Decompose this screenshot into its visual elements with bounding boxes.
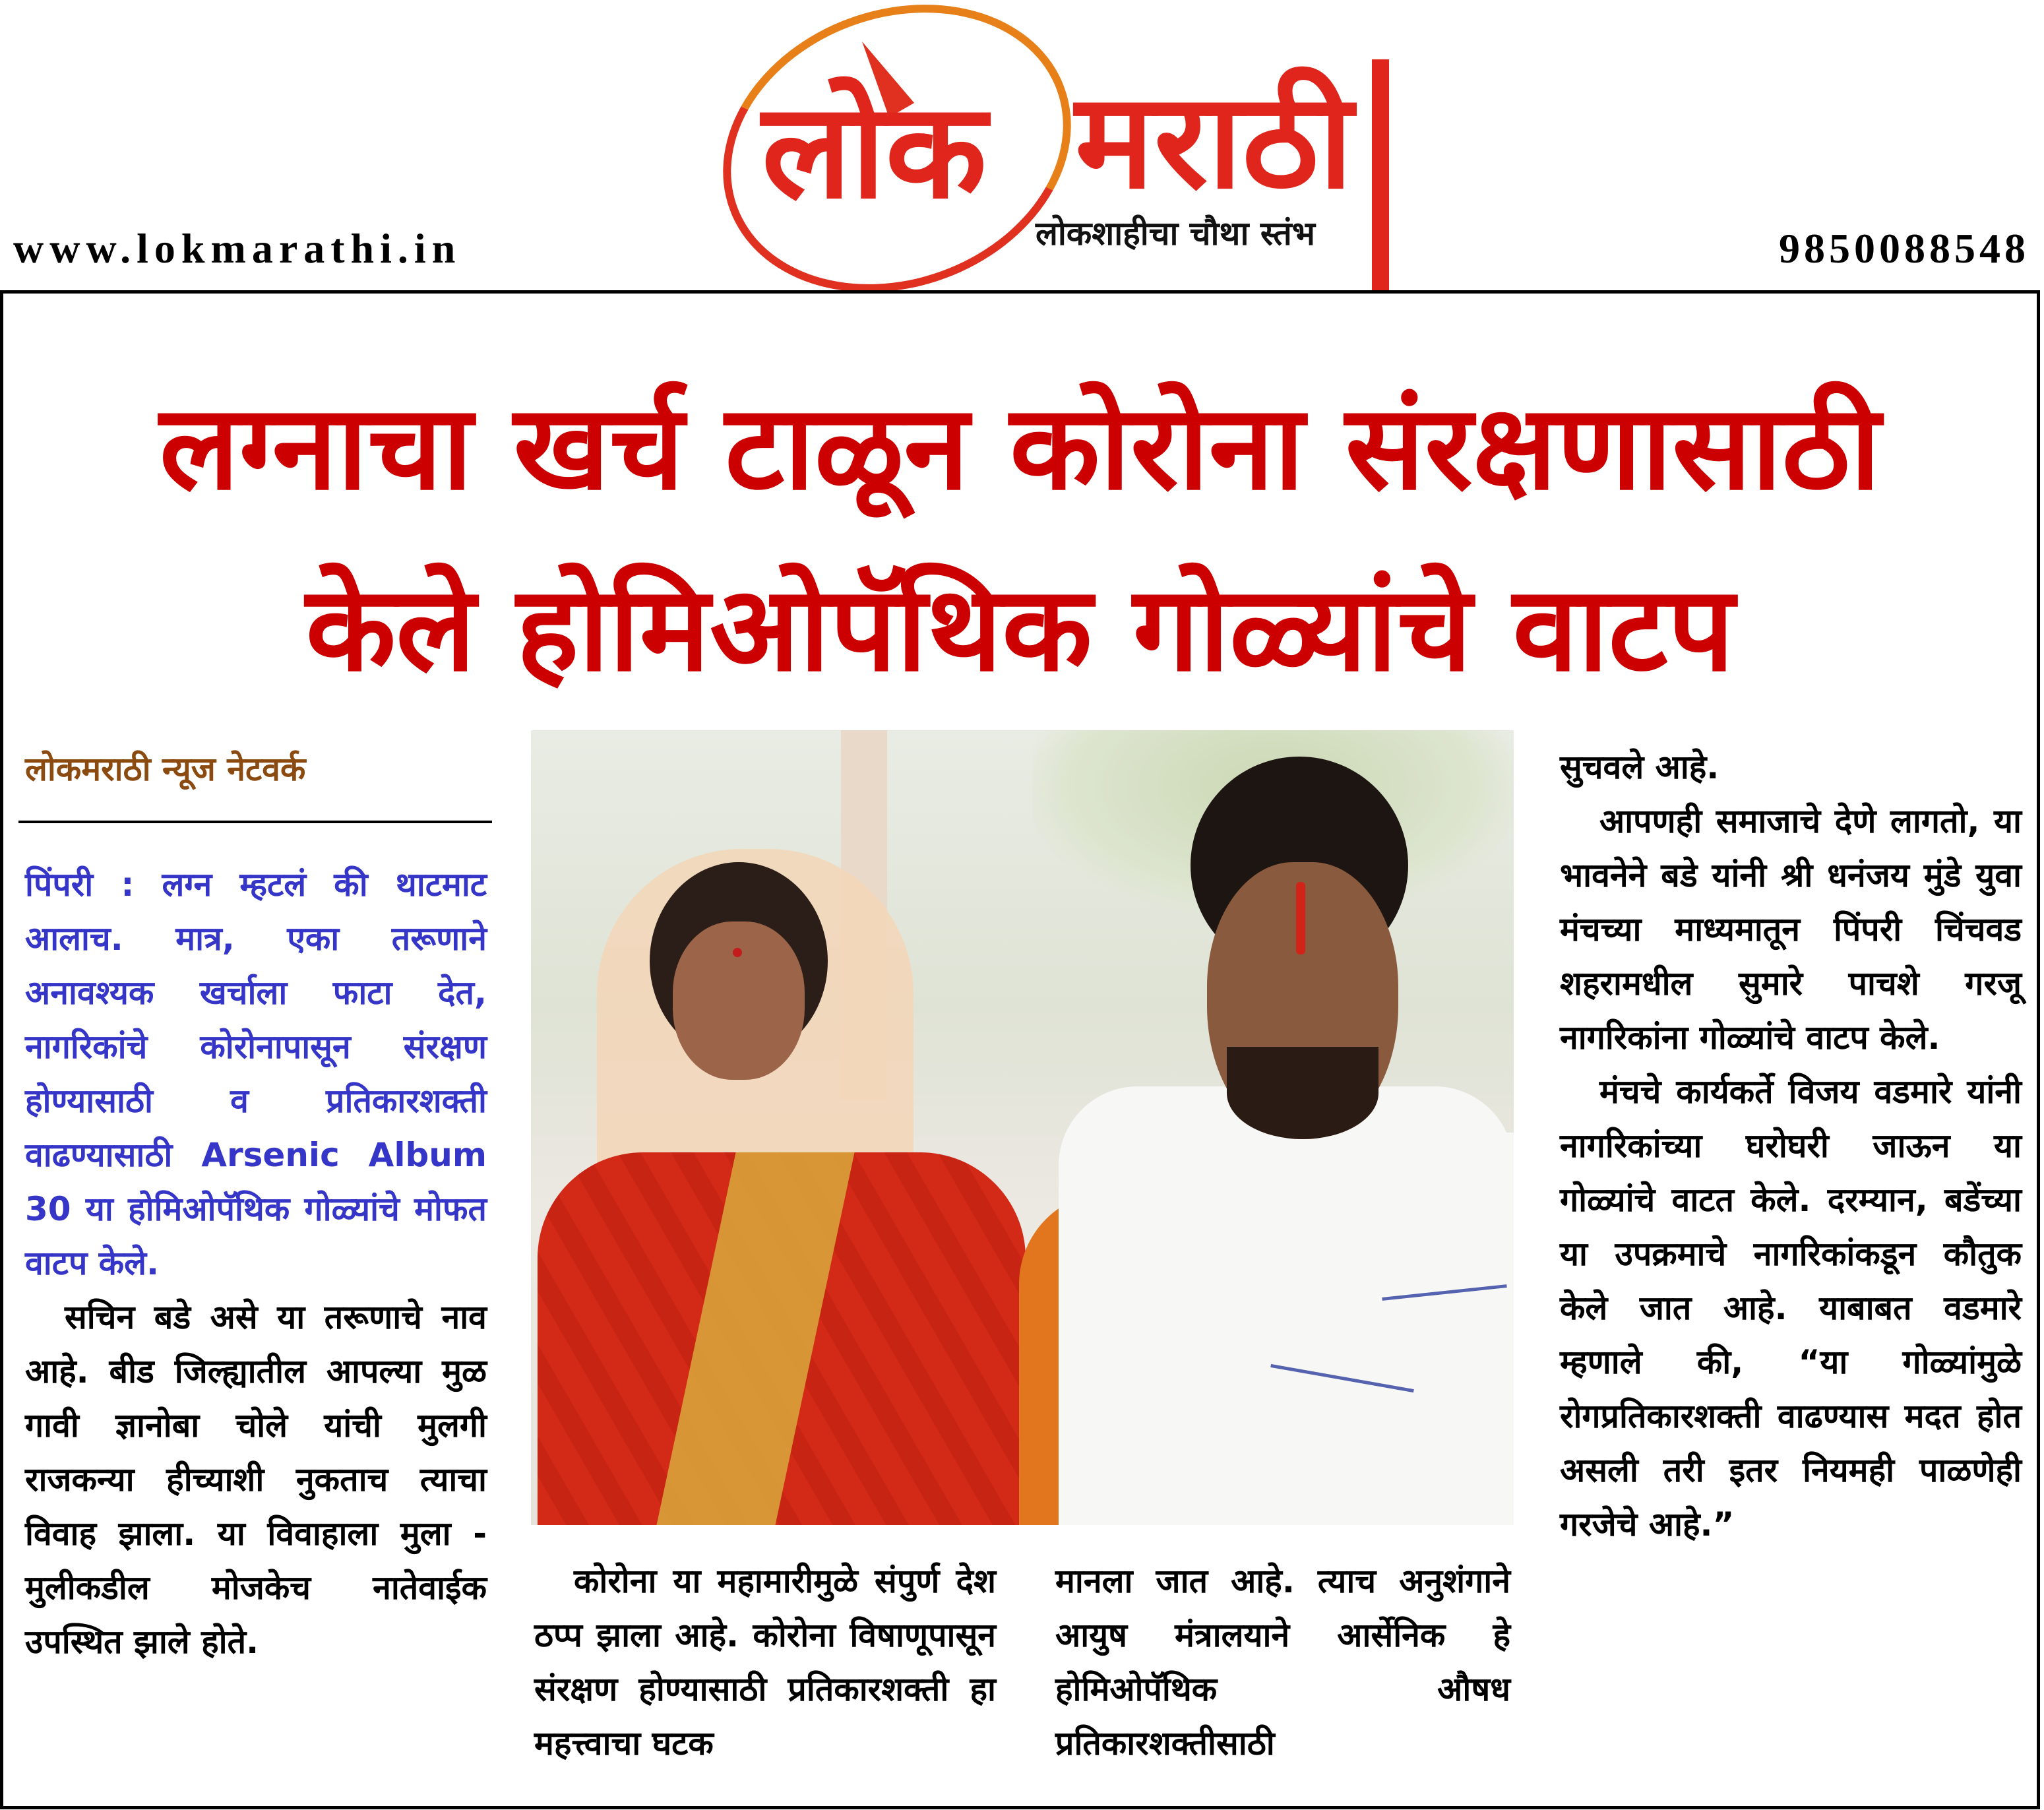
groom-towel-front <box>1219 1133 1514 1525</box>
under-photo-column-b <box>1055 1554 1510 1770</box>
paragraph: सुचवले आहे. <box>1560 748 1719 786</box>
lokmarathi-logo <box>706 0 1425 294</box>
headline-line-1: लग्नाचा खर्च टाळून कोरोना संरक्षणासाठी <box>159 379 1881 516</box>
couple-photo <box>531 730 1514 1525</box>
logo-word-marathi: मराठी <box>1075 65 1353 218</box>
byline: लोकमराठी न्यूज नेटवर्क <box>25 750 306 788</box>
bride-face <box>673 921 805 1080</box>
logo-tagline: लोकशाहीचा चौथा स्तंभ <box>1036 214 1315 253</box>
paragraph: मंचचे कार्यकर्ते विजय वडमारे यांनी नागरिकांच्या घरोघरी जाऊन या गोळ्यांचे वाटत केले. दरम्यान, बडेंच्या या उपक्रमाचे नागरिकांकडून कौतुक केले जात आहे. याबाबत वडमारे म्हणाले की, “या गोळ्यांमुळे रोगप्रतिकारशक्ती वाढण्यास मदत होत असली तरी इतर नियमही पाळणेही गरजेचे आहे.” <box>1560 1073 2022 1544</box>
logo-stem <box>1372 59 1389 290</box>
paragraph: मानला जात आहे. त्याच अनुशंगाने आयुष मंत्रालयाने आर्सेनिक हे होमिओपॅथिक औषध प्रतिकारशक्तीसाठी <box>1055 1562 1510 1763</box>
paragraph: कोरोना या महामारीमुळे संपुर्ण देश ठप्प झाला आहे. कोरोना विषाणूपासून संरक्षण होण्यासाठी प्रतिकारशक्ती हा महत्त्वाचा घटक <box>534 1562 996 1763</box>
right-column <box>1560 740 2022 1551</box>
groom-tilak <box>1296 882 1305 954</box>
under-photo-column-a <box>534 1554 996 1770</box>
lead-paragraph: पिंपरी : लग्न म्हटलं की थाटमाट आलाच. मात्र, एका तरूणाने अनावश्यक खर्चाला फाटा देत, नागरिकांचे कोरोनापासून संरक्षण होण्यासाठी व प्रतिकारशक्ती वाढण्यासाठी Arsenic Album 30 या होमिओपॅथिक गोळ्यांचे मोफत वाटप केले. <box>25 865 487 1282</box>
left-column <box>25 858 487 1669</box>
byline-divider <box>18 821 492 823</box>
logo-word-lok: लोक <box>762 75 987 228</box>
paragraph: आपणही समाजाचे देणे लागतो, या भावनेने बडे यांनी श्री धनंजय मुंडे युवा मंचच्या माध्यमातून पिंपरी चिंचवड शहरामधील सुमारे पाचशे गरजू नागरिकांना गोळ्यांचे वाटप केले. <box>1560 802 2022 1057</box>
bride-bindi <box>733 948 742 957</box>
website-url: www.lokmarathi.in <box>13 225 462 272</box>
phone-number: 9850088548 <box>1779 225 2029 272</box>
headline-line-2: केले होमिओपॅथिक गोळ्यांचे वाटप <box>305 561 1735 697</box>
paragraph: सचिन बडे असे या तरूणाचे नाव आहे. बीड जिल्ह्यातील आपल्या मुळ गावी ज्ञानोबा चोले यांची मुलगी राजकन्या हीच्याशी नुकताच त्याचा विवाह झाला. या विवाहाला मुला - मुलीकडील मोजकेच नातेवाईक उपस्थित झाले होते. <box>25 1298 487 1661</box>
groom-beard <box>1227 1047 1378 1139</box>
